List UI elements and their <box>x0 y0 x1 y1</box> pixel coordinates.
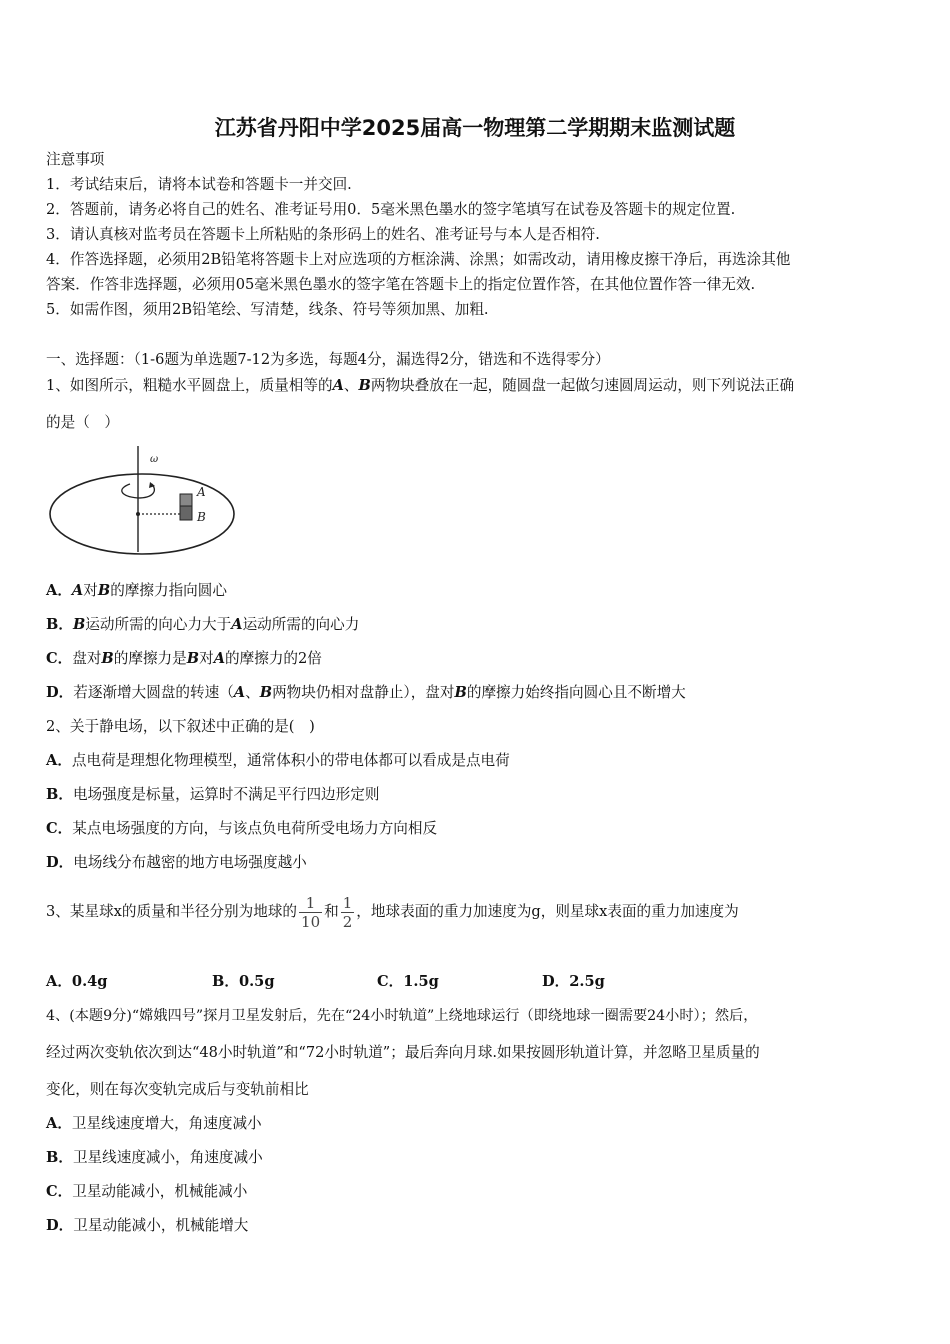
q1-option-d: D．若逐渐增大圆盘的转速（A、B两物块仍相对盘静止），盘对B的摩擦力始终指向圆心且不断增大 <box>46 684 686 701</box>
q1-stem-end: 的是（ ） <box>46 414 119 431</box>
q3-option-c: C．1.5g <box>377 973 439 990</box>
q2-option-c: C．某点电场强度的方向，与该点负电荷所受电场力方向相反 <box>46 820 438 837</box>
center-dot <box>136 512 140 516</box>
page-title: 江苏省丹阳中学2025届高一物理第二学期期末监测试题 <box>214 116 736 140</box>
notice-heading: 注意事项 <box>46 151 105 168</box>
block-a <box>180 494 192 506</box>
fraction-one-tenth: $\frac{1}{10}$ <box>301 893 321 931</box>
q1-option-b: B．B运动所需的向心力大于A运动所需的向心力 <box>46 616 360 633</box>
q4-option-d: D．卫星动能减小，机械能增大 <box>46 1217 249 1234</box>
notice-item: 1．考试结束后，请将本试卷和答题卡一并交回. <box>46 176 352 193</box>
q3-option-b: B．0.5g <box>212 973 275 990</box>
q2-option-b: B．电场强度是标量，运算时不满足平行四边形定则 <box>46 786 380 803</box>
q1-option-a: A．A对B的摩擦力指向圆心 <box>46 582 227 599</box>
q1-stem: 1、如图所示，粗糙水平圆盘上，质量相等的A、B两物块叠放在一起，随圆盘一起做匀速圆周运动，则下列说法正确 <box>46 377 795 394</box>
q4-stem-line: 经过两次变轨依次到达“48小时轨道”和“72小时轨道”；最后奔向月球.如果按圆形轨道计算，并忽略卫星质量的 <box>46 1044 760 1061</box>
q2-option-d: D．电场线分布越密的地方电场强度越小 <box>46 854 307 871</box>
section-heading: 一、选择题：（1-6题为单选题7-12为多选，每题4分，漏选得2分，错选和不选得零分） <box>46 351 610 368</box>
notice-item: 2．答题前，请务必将自己的姓名、准考证号用0．5毫米黑色墨水的签字笔填写在试卷及答题卡的规定位置. <box>46 201 736 218</box>
omega-label: ω <box>150 454 159 465</box>
fraction-one-half: $\frac{1}{2}$ <box>342 893 353 931</box>
q3-stem: 3、某星球x的质量和半径分别为地球的 $\frac{1}{10}$ 和 $\frac{1}{2}$ ，地球表面的重力加速度为g，则星球x表面的重力加速度为 <box>46 893 739 931</box>
q3-option-a: A．0.4g <box>46 973 108 990</box>
notice-item: 5．如需作图，须用2B铅笔绘、写清楚，线条、符号等须加黑、加粗. <box>46 301 489 318</box>
q1-option-c: C．盘对B的摩擦力是B对A的摩擦力的2倍 <box>46 650 322 667</box>
q3-option-d: D．2.5g <box>542 973 605 990</box>
notice-item: 4．作答选择题，必须用2B铅笔将答题卡上对应选项的方框涂满、涂黑；如需改动，请用橡皮擦干净后，再选涂其他 <box>46 251 791 268</box>
notice-item: 答案．作答非选择题，必须用05毫米黑色墨水的签字笔在答题卡上的指定位置作答，在其他位置作答一律无效. <box>46 276 756 293</box>
block-b <box>180 506 192 520</box>
q4-option-a: A．卫星线速度增大，角速度减小 <box>46 1115 262 1132</box>
q4-option-b: B．卫星线速度减小，角速度减小 <box>46 1149 263 1166</box>
q4-option-c: C．卫星动能减小，机械能减小 <box>46 1183 248 1200</box>
q2-stem: 2、关于静电场，以下叙述中正确的是( ) <box>46 718 315 735</box>
q4-stem-line: 4、(本题9分)“嫦娥四号”探月卫星发射后，先在“24小时轨道”上绕地球运行（即绕地球一圈需要24小时）；然后， <box>46 1008 758 1024</box>
rotating-disk-figure <box>46 444 242 556</box>
label-a: A <box>197 485 206 499</box>
notice-item: 3．请认真核对监考员在答题卡上所粘贴的条形码上的姓名、准考证号与本人是否相符. <box>46 226 600 243</box>
label-b: B <box>197 510 206 524</box>
q4-stem-line: 变化，则在每次变轨完成后与变轨前相比 <box>46 1081 309 1098</box>
q2-option-a: A．点电荷是理想化物理模型，通常体积小的带电体都可以看成是点电荷 <box>46 752 510 769</box>
